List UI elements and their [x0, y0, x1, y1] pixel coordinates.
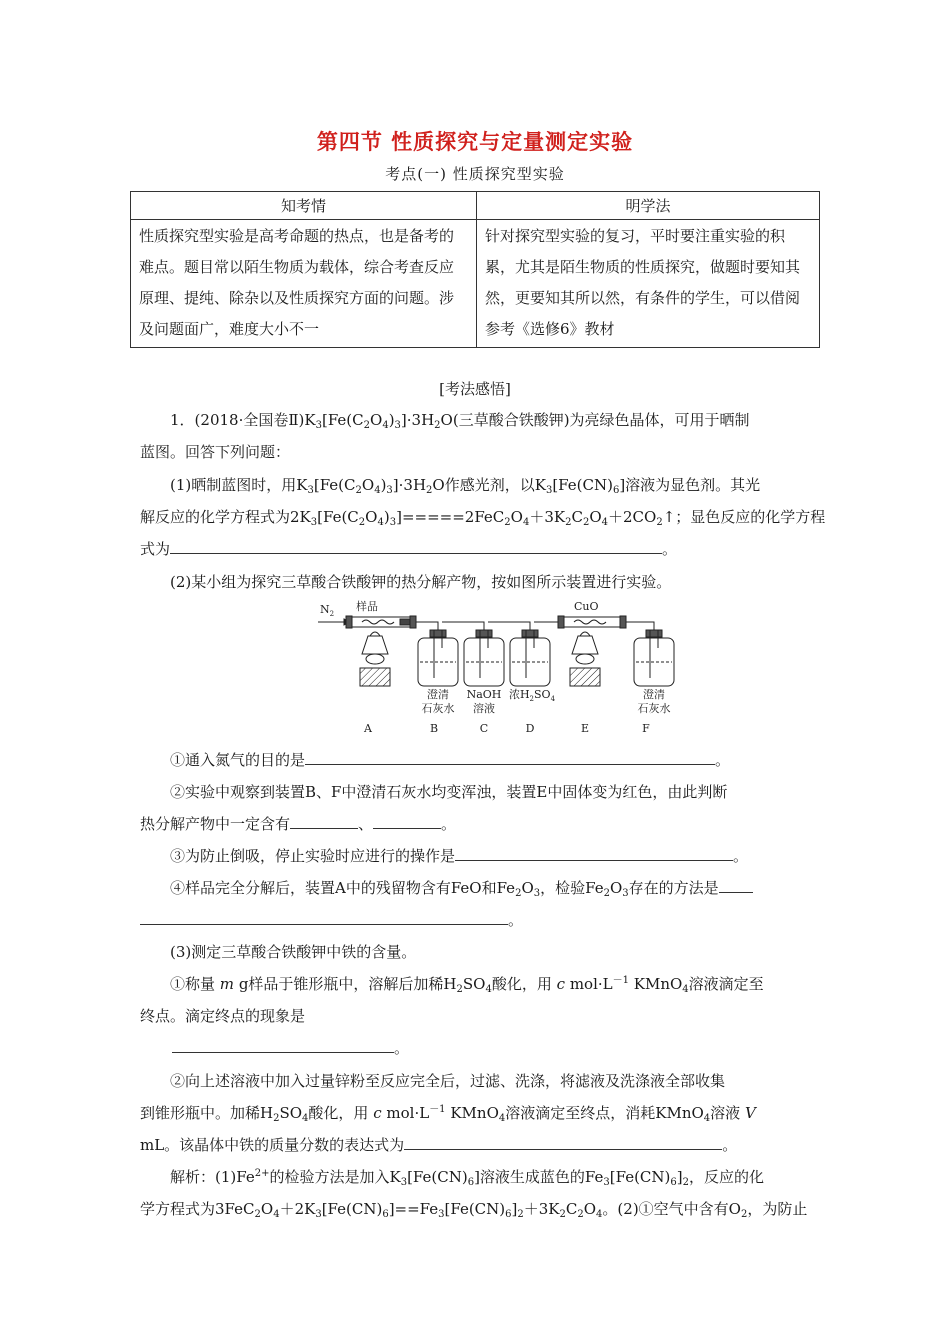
col1-header: 知考情: [131, 192, 477, 220]
q3-item1-line1: ①称量 m g样品于锥形瓶中，溶解后加稀$H_2SO_4$酸化，用 c $mol\cdot L^{-1}$ KMnO$_4$溶液滴定至: [170, 975, 764, 995]
info-table: [130, 191, 820, 348]
answer-blank[interactable]: [170, 536, 662, 554]
q3-item2-line3: mL。该晶体中铁的质量分数的表达式为 。: [140, 1129, 812, 1161]
answer-blank[interactable]: [455, 843, 733, 861]
letter-b: B: [429, 722, 439, 735]
f-label-1: 澄清: [643, 688, 665, 701]
sample-label: 样品: [356, 600, 378, 613]
c-label-1: NaOH: [466, 688, 502, 701]
f-label-2: 石灰水: [637, 702, 671, 715]
analysis-line1: 解析：$(1)Fe^{2+}$的检验方法是加入$K_3[Fe(CN)_6]$溶液生成蓝色的$Fe_3[Fe(CN)_6]_2$，反应的化: [170, 1168, 765, 1188]
q3-head: (3)测定三草酸合铁酸钾中铁的含量。: [170, 943, 417, 961]
answer-blank[interactable]: [290, 811, 358, 829]
answer-blank[interactable]: [305, 747, 715, 765]
n2-label: $N_2$: [320, 603, 335, 618]
letter-e: E: [580, 722, 590, 735]
d-label: 浓$H_2SO_4$: [508, 688, 556, 703]
q1-stem-line1: 1．(2018·全国卷$Ⅱ)K_3[Fe(C_2O_4)_3]\cdot 3H_2O$(三草酸合铁酸钾)为亮绿色晶体，可用于晒制: [170, 411, 750, 431]
q1-part1-line3: 式为 。: [140, 533, 812, 565]
q3-item2-line1: ②向上述溶液中加入过量锌粉至反应完全后，过滤、洗涤，将滤液及洗涤液全部收集: [170, 1072, 726, 1090]
q2-item2-line1: ②实验中观察到装置B、F中澄清石灰水均变浑浊，装置E中固体变为红色，由此判断: [170, 783, 728, 801]
apparatus-diagram: [310, 596, 690, 738]
q1-part1-line1: (1)晒制蓝图时，用$K_3[Fe(C_2O_4)_3]\cdot 3H_2O$作感光剂，以$K_3[Fe(CN)_6]$溶液为显色剂。其光: [170, 476, 761, 496]
c-label-2: 溶液: [473, 702, 495, 715]
page-title: 第四节 性质探究与定量测定实验: [316, 130, 634, 154]
section-label: [考法感悟]: [439, 380, 511, 398]
answer-blank[interactable]: [373, 811, 441, 829]
q1-part1-line2: 解反应的化学方程式为$2K_3[Fe(C_2O_4)_3]=====2FeC_2O_4+3K_2C_2O_4+2CO_2↑$；显色反应的化学方程: [140, 508, 826, 528]
q2-item3: ③为防止倒吸，停止实验时应进行的操作是 。: [170, 840, 820, 872]
cuo-label: CuO: [574, 600, 599, 613]
b-label-1: 澄清: [427, 688, 449, 701]
answer-blank[interactable]: [140, 907, 508, 925]
q1-stem-line2: 蓝图。回答下列问题：: [140, 443, 291, 461]
b-label-2: 石灰水: [421, 702, 455, 715]
letter-f: F: [642, 722, 650, 735]
q2-item4-line1: ④样品完全分解后，装置A中的残留物含有FeO和$Fe_2O_3$，检验$Fe_2O_3$存在的方法是: [170, 872, 820, 904]
letter-d: D: [525, 722, 535, 735]
q2-item2-line2: 热分解产物中一定含有 、 。: [140, 808, 812, 840]
letter-c: C: [479, 722, 489, 735]
letter-a: A: [364, 722, 372, 735]
q1-part2: (2)某小组为探究三草酸合铁酸钾的热分解产物，按如图所示装置进行实验。: [170, 573, 672, 591]
section-subtitle: 考点(一) 性质探究型实验: [385, 165, 565, 183]
q3-item2-line2: 到锥形瓶中。加稀$H_2SO_4$酸化，用 c $mol\cdot L^{-1}$ KMnO$_4$溶液滴定至终点，消耗KMnO$_4$溶液 V: [140, 1104, 756, 1124]
answer-blank[interactable]: [404, 1132, 722, 1150]
col1-text: 性质探究型实验是高考命题的热点，也是备考的难点。题目常以陌生物质为载体，综合考查反应原理、提纯、除杂以及性质探究方面的问题。涉及问题面广，难度大小不一: [131, 220, 477, 348]
analysis-line2: 学方程式为$3FeC_2O_4+2K_3[Fe(CN)_6]==Fe_3[Fe(CN)_6]_2+3K_2C_2O_4$。(2)①空气中含有$O_2$，为防止: [140, 1200, 808, 1220]
q2-item1: ①通入氮气的目的是 。: [170, 744, 820, 776]
answer-blank[interactable]: [172, 1035, 394, 1053]
col2-header: 明学法: [477, 192, 820, 220]
q3-item1-line3: 。: [172, 1032, 844, 1064]
q2-item4-line2: 。: [140, 904, 812, 936]
answer-blank[interactable]: [719, 875, 753, 893]
q3-item1-line2: 终点。滴定终点的现象是: [140, 1007, 306, 1025]
col2-text: 针对探究型实验的复习，平时要注重实验的积累，尤其是陌生物质的性质探究，做题时要知其然，更要知其所以然，有条件的学生，可以借阅参考《选修6》教材: [477, 220, 820, 348]
